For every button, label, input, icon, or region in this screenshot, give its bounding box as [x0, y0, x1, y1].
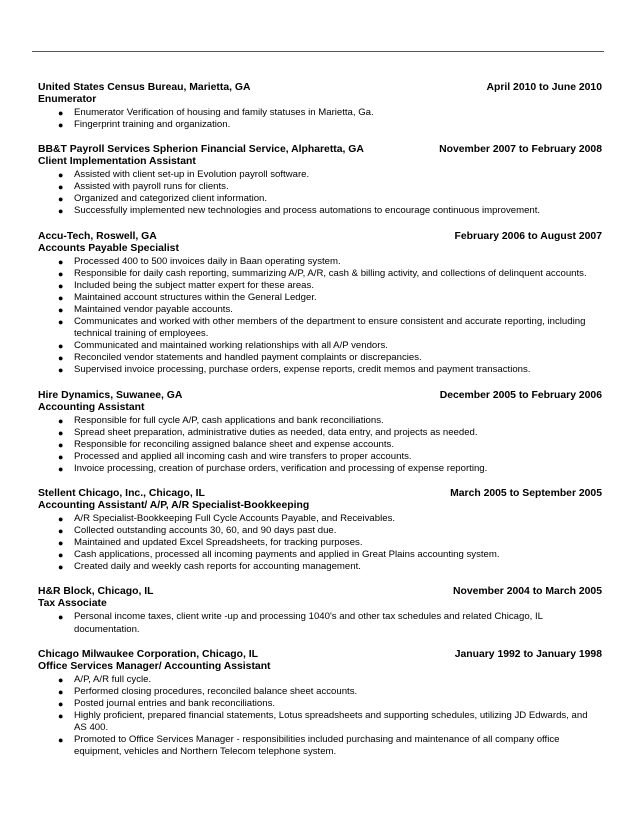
- employer: United States Census Bureau, Marietta, GA: [38, 82, 251, 93]
- list-item: [38, 686, 602, 698]
- job-entry: [38, 82, 602, 131]
- job-entry: [38, 488, 602, 573]
- duty-list: [38, 169, 602, 217]
- duty-text: Enumerator Verification of housing and family statuses in Marietta, Ga.: [74, 107, 374, 118]
- duty-text: Invoice processing, creation of purchase orders, verification and processing of expense reporting.: [74, 462, 488, 474]
- bullet-icon: ●: [58, 538, 64, 549]
- job-header: [38, 649, 602, 661]
- job-entry: [38, 390, 602, 475]
- list-item: [38, 513, 602, 525]
- job-entry: [38, 231, 602, 377]
- list-item: [38, 549, 602, 561]
- list-item: [38, 352, 602, 364]
- bullet-icon: ●: [58, 341, 64, 352]
- bullet-icon: ●: [58, 686, 64, 697]
- bullet-icon: ●: [58, 182, 64, 193]
- duty-text: Posted journal entries and bank reconciliations.: [74, 697, 276, 709]
- list-item: [38, 107, 602, 119]
- list-item: [38, 674, 602, 686]
- bullet-icon: ●: [58, 304, 64, 315]
- list-item: [38, 525, 602, 537]
- duty-list: [38, 415, 602, 475]
- top-divider: [32, 51, 604, 52]
- duty-list: [38, 107, 602, 131]
- experience-section: [38, 82, 602, 771]
- bullet-icon: ●: [58, 513, 64, 524]
- job-dates: November 2004 to March 2005: [452, 586, 602, 598]
- duty-text: Communicated and maintained working relationships with all A/P vendors.: [74, 340, 388, 352]
- bullet-icon: ●: [58, 415, 64, 426]
- duty-text: Highly proficient, prepared financial statements, Lotus spreadsheets and supporting schedules, utilizing JD Edwards, and AS 400.: [74, 709, 588, 733]
- employer: Stellent Chicago, Inc., Chicago, IL: [38, 487, 205, 499]
- job-dates: January 1992 to January 1998: [454, 648, 602, 660]
- bullet-icon: ●: [58, 562, 64, 573]
- job-header: [38, 144, 602, 156]
- bullet-icon: ●: [58, 353, 64, 364]
- job-title: Accounts Payable Specialist: [38, 242, 179, 254]
- employer: Accu-Tech, Roswell, GA: [38, 230, 157, 242]
- job-header: [38, 231, 602, 243]
- job-dates: November 2007 to February 2008: [439, 144, 602, 156]
- bullet-icon: ●: [58, 451, 64, 462]
- duty-text: Collected outstanding accounts 30, 60, and 90 days past due.: [74, 525, 337, 537]
- bullet-icon: ●: [58, 427, 64, 438]
- list-item: [38, 181, 602, 193]
- bullet-icon: ●: [58, 710, 64, 721]
- duty-text: Performed closing procedures, reconciled balance sheet accounts.: [74, 685, 358, 697]
- job-entry: [38, 144, 602, 217]
- job-dates: February 2006 to August 2007: [454, 230, 602, 242]
- duty-list: [38, 611, 602, 635]
- list-item: [38, 561, 602, 573]
- list-item: [38, 364, 602, 376]
- duty-text: Successfully implemented new technologies and process automations to encourage continuous improvement.: [74, 205, 541, 217]
- duty-text: Spread sheet preparation, administrative duties as needed, data entry, and projects as needed.: [74, 426, 478, 438]
- bullet-icon: ●: [58, 268, 64, 279]
- duty-text: Assisted with client set-up in Evolution payroll software.: [74, 169, 310, 181]
- job-title: Accounting Assistant/ A/P, A/R Specialist-Bookkeeping: [38, 499, 310, 511]
- duty-text: Assisted with payroll runs for clients.: [74, 181, 229, 193]
- employer: Chicago Milwaukee Corporation, Chicago, IL: [38, 648, 258, 660]
- bullet-icon: ●: [58, 108, 64, 118]
- bullet-icon: ●: [58, 365, 64, 376]
- job-title: Office Services Manager/ Accounting Assistant: [38, 660, 271, 672]
- bullet-icon: ●: [58, 120, 64, 131]
- duty-text: A/R Specialist-Bookkeeping Full Cycle Accounts Payable, and Receivables.: [74, 512, 396, 524]
- bullet-icon: ●: [58, 612, 64, 623]
- list-item: [38, 316, 602, 340]
- job-dates: March 2005 to September 2005: [450, 487, 602, 499]
- bullet-icon: ●: [58, 674, 64, 685]
- list-item: [38, 304, 602, 316]
- list-item: [38, 268, 602, 280]
- bullet-icon: ●: [58, 194, 64, 205]
- job-title: Tax Associate: [38, 598, 107, 610]
- duty-text: Cash applications, processed all incoming payments and applied in Great Plains accounting system.: [74, 549, 500, 561]
- bullet-icon: ●: [58, 280, 64, 291]
- duty-text: Responsible for full cycle A/P, cash applications and bank reconciliations.: [74, 414, 384, 426]
- duty-text: Personal income taxes, client write -up and processing 1040's and other tax schedules and related Chicago, IL documentation.: [74, 611, 543, 635]
- job-header: [38, 586, 602, 598]
- list-item: [38, 439, 602, 451]
- job-entry: [38, 586, 602, 635]
- duty-text: Processed and applied all incoming cash and wire transfers to proper accounts.: [74, 450, 412, 462]
- list-item: [38, 734, 602, 758]
- duty-list: [38, 256, 602, 377]
- list-item: [38, 292, 602, 304]
- duty-text: Fingerprint training and organization.: [74, 119, 231, 131]
- job-header: [38, 390, 602, 402]
- job-dates: April 2010 to June 2010: [486, 82, 602, 93]
- duty-text: Processed 400 to 500 invoices daily in Baan operating system.: [74, 255, 341, 267]
- job-title: Enumerator: [38, 94, 97, 105]
- bullet-icon: ●: [58, 317, 64, 328]
- duty-text: Supervised invoice processing, purchase orders, expense reports, credit memos and payment transactions.: [74, 364, 531, 376]
- bullet-icon: ●: [58, 526, 64, 537]
- list-item: [38, 463, 602, 475]
- employer: Hire Dynamics, Suwanee, GA: [38, 389, 183, 401]
- bullet-icon: ●: [58, 292, 64, 303]
- job-title: Accounting Assistant: [38, 401, 145, 413]
- list-item: [38, 415, 602, 427]
- employer: H&R Block, Chicago, IL: [38, 586, 154, 598]
- duty-text: Included being the subject matter expert for these areas.: [74, 279, 314, 291]
- list-item: [38, 710, 602, 734]
- job-title: Client Implementation Assistant: [38, 156, 196, 168]
- duty-text: Created daily and weekly cash reports for accounting management.: [74, 561, 361, 573]
- bullet-icon: ●: [58, 698, 64, 709]
- list-item: [38, 256, 602, 268]
- duty-text: Promoted to Office Services Manager - responsibilities included purchasing and maintenance of all company office equipment, vehicles and Northern Telecom telephone system.: [74, 734, 560, 758]
- bullet-icon: ●: [58, 256, 64, 267]
- duty-text: Reconciled vendor statements and handled payment complaints or discrepancies.: [74, 352, 422, 364]
- job-dates: December 2005 to February 2006: [439, 389, 602, 401]
- bullet-icon: ●: [58, 463, 64, 474]
- list-item: [38, 611, 602, 635]
- list-item: [38, 698, 602, 710]
- bullet-icon: ●: [58, 170, 64, 181]
- duty-text: Organized and categorized client information.: [74, 193, 268, 205]
- list-item: [38, 340, 602, 352]
- job-header: [38, 82, 602, 94]
- list-item: [38, 169, 602, 181]
- list-item: [38, 451, 602, 463]
- duty-list: [38, 674, 602, 759]
- duty-text: Maintained account structures within the General Ledger.: [74, 291, 317, 303]
- job-header: [38, 488, 602, 500]
- bullet-icon: ●: [58, 206, 64, 217]
- list-item: [38, 537, 602, 549]
- duty-text: Responsible for reconciling assigned balance sheet and expense accounts.: [74, 438, 394, 450]
- list-item: [38, 119, 602, 131]
- list-item: [38, 280, 602, 292]
- bullet-icon: ●: [58, 550, 64, 561]
- duty-text: Maintained and updated Excel Spreadsheets, for tracking purposes.: [74, 537, 363, 549]
- duty-text: Maintained vendor payable accounts.: [74, 303, 233, 315]
- duty-text: Responsible for daily cash reporting, summarizing A/P, A/R, cash & billing activity, and collections of delinquent accounts.: [74, 267, 587, 279]
- duty-text: A/P, A/R full cycle.: [74, 673, 152, 685]
- list-item: [38, 193, 602, 205]
- list-item: [38, 205, 602, 217]
- list-item: [38, 427, 602, 439]
- job-entry: [38, 649, 602, 759]
- duty-list: [38, 513, 602, 573]
- bullet-icon: ●: [58, 735, 64, 746]
- duty-text: Communicates and worked with other members of the department to ensure consistent and accurate reporting, including technical training of employees.: [74, 316, 586, 340]
- bullet-icon: ●: [58, 439, 64, 450]
- employer: BB&T Payroll Services Spherion Financial Service, Alpharetta, GA: [38, 144, 364, 156]
